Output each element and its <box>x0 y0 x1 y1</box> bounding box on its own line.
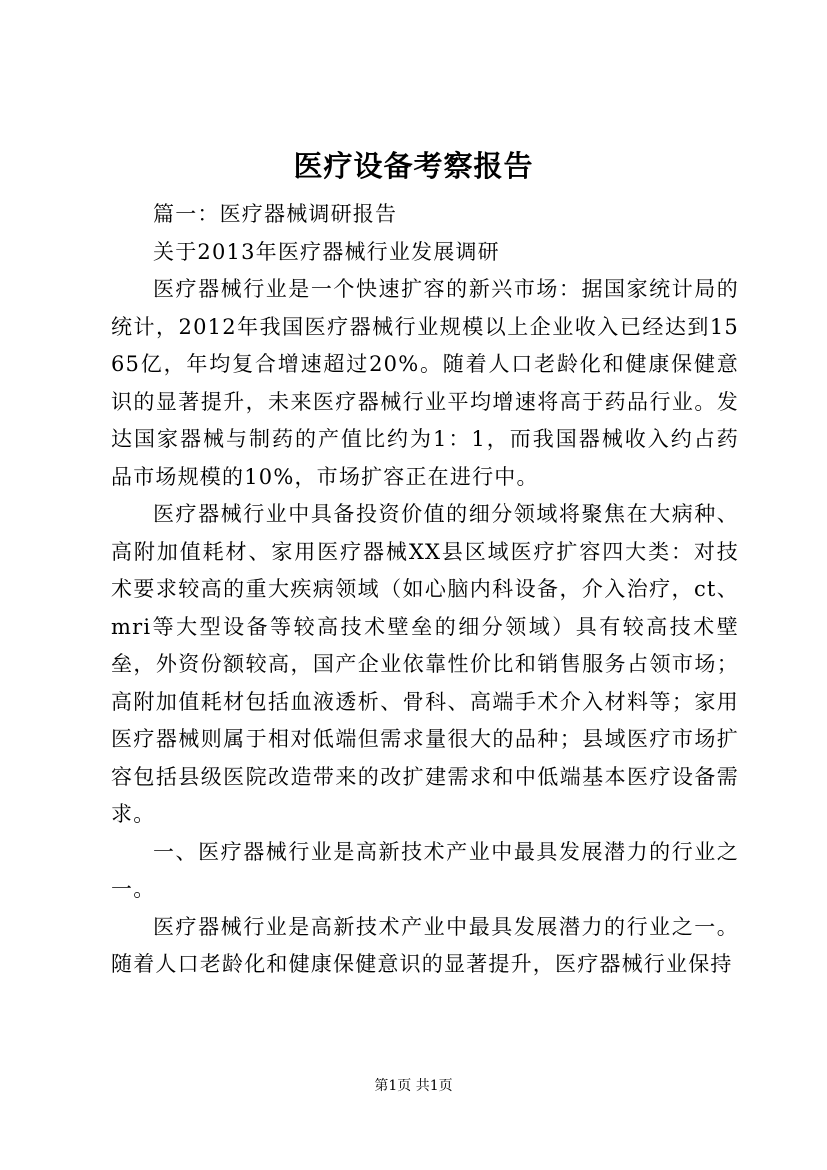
report-subtitle: 关于2013年医疗器械行业发展调研 <box>153 239 500 264</box>
document-body <box>111 196 739 984</box>
section-heading: 篇一：医疗器械调研报告 <box>153 202 398 226</box>
document-title: 医疗设备考察报告 <box>293 149 534 183</box>
paragraph-investment-segments: 医疗器械行业中具备投资价值的细分领域将聚焦在大病种、高附加值耗材、家用医疗器械XX县区域医疗扩容四大类：对技术要求较高的重大疾病领域（如心脑内科设备，介入治疗，ct、mri等大型设备等较高技术壁垒的细分领域）具有较高技术壁垒，外资份额较高，国产企业依靠性价比和销售服务占领市场；高附加值耗材包括血液透析、骨科、高端手术介入材料等；家用医疗器械则属于相对低端但需求量很大的品种；县域医疗市场扩容包括县级医院改造带来的改扩建需求和中低端基本医疗设备需求。 <box>111 502 739 826</box>
paragraph-growth-potential: 医疗器械行业是高新技术产业中最具发展潜力的行业之一。随着人口老龄化和健康保健意识的显著提升，医疗器械行业保持 <box>111 914 739 976</box>
page-footer: 第1页 共1页 <box>374 1078 453 1094</box>
subsection-heading: 一、医疗器械行业是高新技术产业中最具发展潜力的行业之一。 <box>111 839 739 901</box>
paragraph-market-overview: 医疗器械行业是一个快速扩容的新兴市场：据国家统计局的统计，2012年我国医疗器械行业规模以上企业收入已经达到1565亿，年均复合增速超过20%。随着人口老龄化和健康保健意识的显著提升，未来医疗器械行业平均增速将高于药品行业。发达国家器械与制药的产值比约为1：1，而我国器械收入约占药品市场规模的10%，市场扩容正在进行中。 <box>111 277 739 489</box>
